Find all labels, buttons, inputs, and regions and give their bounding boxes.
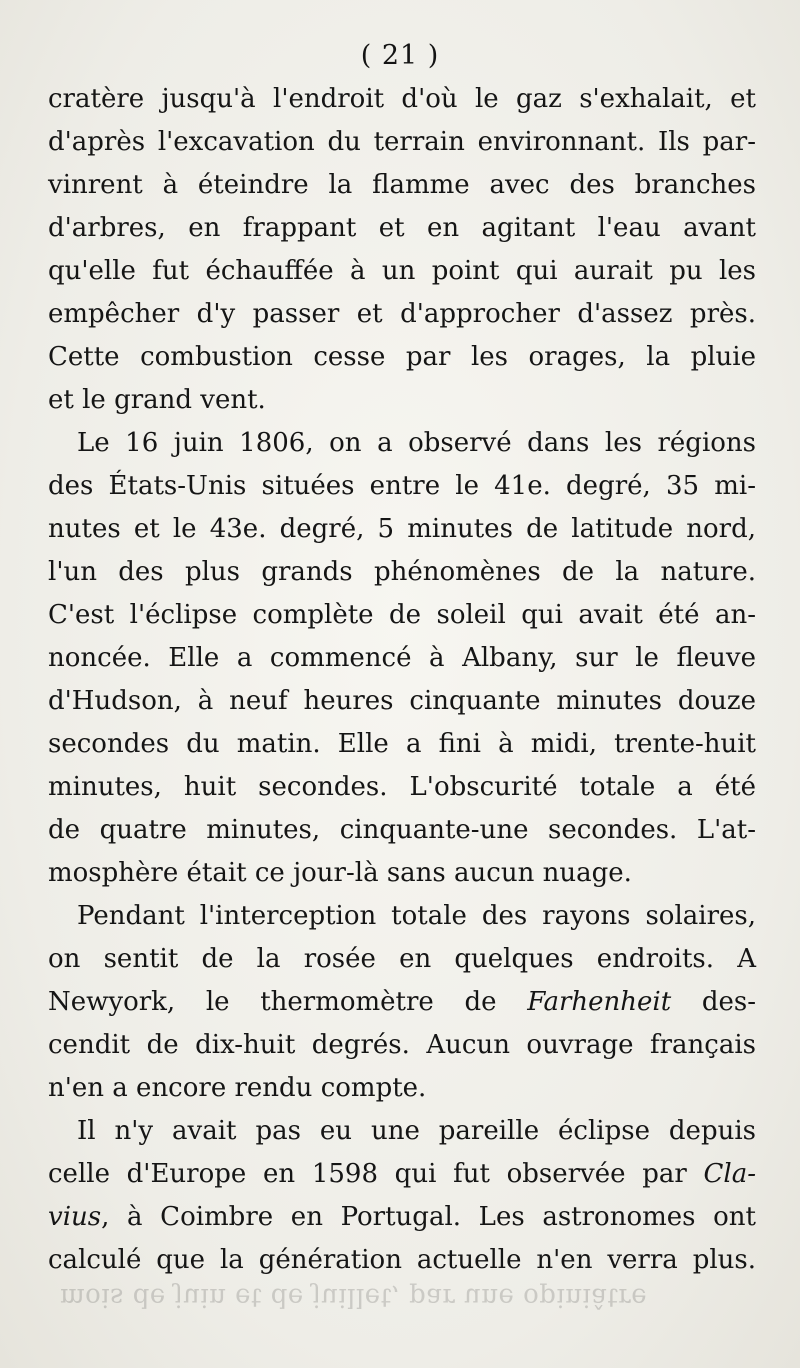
- text-line: Cette combustion cesse par les orages, la pluie: [48, 342, 756, 372]
- text-segment: des-: [701, 987, 757, 1017]
- text-line: on sentit de la rosée en quelques endroits. A: [48, 944, 756, 974]
- text-line: Le 16 juin 1806, on a observé dans les régions: [77, 428, 756, 458]
- text-line: nutes et le 43e. degré, 5 minutes de latitude nord,: [48, 514, 756, 544]
- text-segment: , à Coimbre en Portugal. Les astronomes ont: [101, 1202, 756, 1232]
- text-line: et le grand vent.: [48, 385, 266, 415]
- text-segment: celle d'Europe en 1598 qui fut observée par: [48, 1159, 687, 1189]
- text-line: calculé que la génération actuelle n'en verra plus.: [48, 1245, 756, 1275]
- text-line: cendit de dix-huit degrés. Aucun ouvrage français: [48, 1030, 756, 1060]
- text-line: l'un des plus grands phénomènes de la nature.: [48, 557, 756, 587]
- text-line: vinrent à éteindre la flamme avec des branches: [48, 170, 756, 200]
- text-line: d'après l'excavation du terrain environnant. Ils par-: [48, 127, 756, 157]
- italic-name: vius: [48, 1202, 102, 1232]
- italic-name: Cla-: [703, 1159, 756, 1189]
- paragraph-1: [48, 78, 756, 422]
- text-line: noncée. Elle a commencé à Albany, sur le fleuve: [48, 643, 756, 673]
- text-line: qu'elle fut échauffée à un point qui aurait pu les: [48, 256, 756, 286]
- text-line: minutes, huit secondes. L'obscurité totale a été: [48, 772, 756, 802]
- bleed-through-text: mois de juin et de juillet, par une opiniâtre: [60, 1282, 648, 1312]
- paragraph-3: [48, 895, 756, 1110]
- text-line: de quatre minutes, cinquante-une secondes. L'at-: [48, 815, 756, 845]
- page-number: ( 21 ): [360, 40, 440, 71]
- text-line: mosphère était ce jour-là sans aucun nuage.: [48, 858, 632, 888]
- text-line: cratère jusqu'à l'endroit d'où le gaz s'exhalait, et: [48, 84, 756, 114]
- text-line: des États-Unis situées entre le 41e. degré, 35 mi-: [48, 471, 756, 501]
- text-line: d'arbres, en frappant et en agitant l'eau avant: [48, 213, 756, 243]
- text-line: n'en a encore rendu compte.: [48, 1073, 427, 1103]
- text-line: secondes du matin. Elle a fini à midi, trente-huit: [48, 729, 756, 759]
- italic-name: Farhenheit: [527, 987, 672, 1017]
- text-line: d'Hudson, à neuf heures cinquante minutes douze: [48, 686, 756, 716]
- text-segment: Newyork, le thermomètre de: [48, 987, 497, 1017]
- text-line: Pendant l'interception totale des rayons solaires,: [77, 901, 756, 931]
- text-line: Il n'y avait pas eu une pareille éclipse depuis: [77, 1116, 756, 1146]
- text-line: empêcher d'y passer et d'approcher d'assez près.: [48, 299, 756, 329]
- text-line: C'est l'éclipse complète de soleil qui avait été an-: [48, 600, 756, 630]
- body-text: [48, 78, 756, 1282]
- paragraph-4: [48, 1110, 756, 1282]
- paragraph-2: [48, 422, 756, 895]
- text-line: [48, 981, 756, 1024]
- text-line: [48, 1196, 756, 1239]
- text-line: [48, 1153, 756, 1196]
